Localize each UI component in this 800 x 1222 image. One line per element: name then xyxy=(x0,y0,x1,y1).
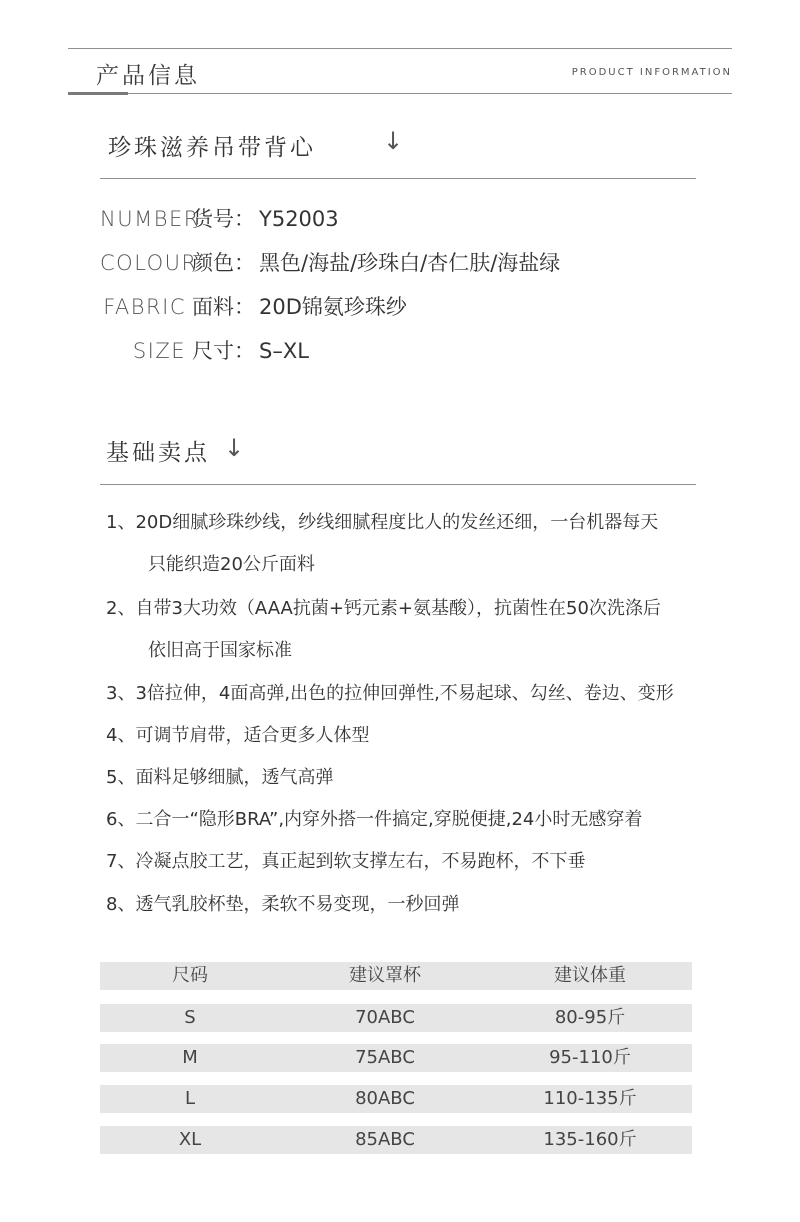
size-cell: M xyxy=(182,1047,198,1068)
section-title-product-info: 产品信息 xyxy=(96,63,200,89)
product-name-rule xyxy=(100,178,696,179)
selling-point-3: 3、3倍拉伸，4面高弹,出色的拉伸回弹性,不易起球、勾丝、卷边、变形 xyxy=(106,683,674,704)
spec-row-number xyxy=(100,203,339,233)
spec-key: NUMBER xyxy=(100,207,200,231)
spec-value: Y52003 xyxy=(259,207,339,231)
spec-value: 黑色/海盐/珍珠白/杏仁肤/海盐绿 xyxy=(259,251,561,275)
spec-label: 尺寸： xyxy=(192,339,255,363)
selling-point-4: 4、可调节肩带，适合更多人体型 xyxy=(106,725,370,746)
header-accent-rule xyxy=(68,92,128,95)
size-cell: XL xyxy=(178,1129,202,1150)
spec-label: 货号： xyxy=(192,207,255,231)
size-table-header xyxy=(100,962,692,990)
size-table-header-cell: 建议体重 xyxy=(554,965,626,986)
size-table-row xyxy=(100,1004,692,1032)
size-table-row xyxy=(100,1085,692,1113)
weight-cell: 95-110斤 xyxy=(549,1047,631,1068)
spec-row-fabric xyxy=(100,291,407,321)
selling-point-5: 5、面料足够细腻，透气高弹 xyxy=(106,767,334,788)
spec-row-size xyxy=(100,335,309,365)
cup-cell: 70ABC xyxy=(355,1007,415,1028)
selling-point-8: 8、透气乳胶杯垫，柔软不易变现，一秒回弹 xyxy=(106,894,460,915)
spec-row-colour xyxy=(100,247,560,277)
size-table-row xyxy=(100,1126,692,1154)
selling-point-2-cont: 依旧高于国家标准 xyxy=(148,640,292,661)
spec-label: 面料： xyxy=(192,295,255,319)
spec-label: 颜色： xyxy=(192,251,255,275)
size-table-header-cell: 建议罩杯 xyxy=(349,965,421,986)
size-cell: S xyxy=(184,1007,196,1028)
spec-key: FABRIC xyxy=(103,295,186,319)
weight-cell: 80-95斤 xyxy=(554,1007,626,1028)
selling-point-1-cont: 只能织造20公斤面料 xyxy=(148,554,315,575)
spec-key: COLOUR xyxy=(100,251,198,275)
spec-key: SIZE xyxy=(132,339,186,363)
weight-cell: 135-160斤 xyxy=(543,1129,637,1150)
section-subtitle-en: PRODUCT INFORMATION xyxy=(571,67,732,78)
product-name xyxy=(108,129,316,162)
cup-cell: 75ABC xyxy=(355,1047,415,1068)
down-arrow-icon: ↓ xyxy=(224,434,245,462)
size-table-row xyxy=(100,1044,692,1072)
header-top-rule xyxy=(68,48,732,49)
selling-points-title: 基础卖点 xyxy=(106,440,210,466)
down-arrow-icon: ↓ xyxy=(383,127,404,155)
selling-point-6: 6、二合一“隐形BRA”,内穿外搭一件搞定,穿脱便捷,24小时无感穿着 xyxy=(106,809,643,830)
cup-cell: 85ABC xyxy=(355,1129,415,1150)
size-table-header-cell: 尺码 xyxy=(172,965,208,986)
selling-points-rule xyxy=(100,484,696,485)
spec-value: 20D锦氨珍珠纱 xyxy=(259,295,407,319)
selling-point-1: 1、20D细腻珍珠纱线，纱线细腻程度比人的发丝还细，一台机器每天 xyxy=(106,512,659,533)
weight-cell: 110-135斤 xyxy=(543,1088,637,1109)
cup-cell: 80ABC xyxy=(355,1088,415,1109)
header-bottom-rule xyxy=(68,93,732,94)
selling-point-2: 2、自带3大功效（AAA抗菌+钙元素+氨基酸），抗菌性在50次洗涤后 xyxy=(106,598,661,619)
selling-point-7: 7、冷凝点胶工艺，真正起到软支撑左右，不易跑杯，不下垂 xyxy=(106,851,586,872)
spec-value: S–XL xyxy=(259,339,309,363)
size-cell: L xyxy=(184,1088,196,1109)
product-name-text: 珍珠滋养吊带背心 xyxy=(108,135,316,161)
